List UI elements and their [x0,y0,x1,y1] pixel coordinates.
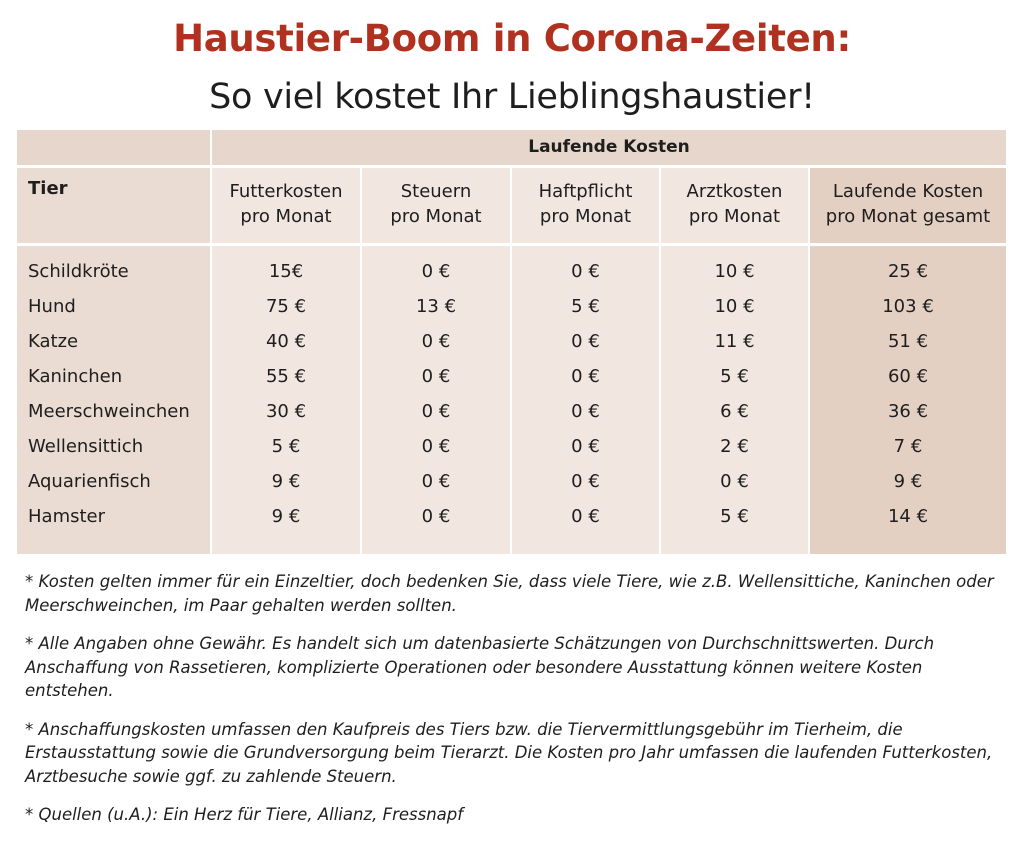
steuern-column [362,246,510,554]
table-cell: 51 € [887,331,929,352]
table-cell: 0 € [571,471,600,492]
column-header-tier: Tier [17,168,210,243]
table-cell: 9 € [271,506,301,527]
column-header-line: pro Monat [688,206,781,227]
footnote: * Anschaffungskosten umfassen den Kaufpreis des Tiers bzw. die Tiervermittlungsgebühr im Tierheim, die Erstausstattung sowie die Grundversorgung beim Tierarzt. Die Kosten pro Jahr umfassen die laufenden Futterkosten, Arztbesuche sowie ggf. zu zahlende Steuern. [25,719,993,786]
table-cell: 0 € [571,506,600,527]
footnotes [25,570,1000,842]
table-cell: 0 € [421,366,451,387]
column-header-line: pro Monat [539,206,632,227]
table-cell: 9 € [893,471,923,492]
table-cell: 5 € [271,436,301,457]
tier-name: Wellensittich [28,436,144,457]
table-cell: 10 € [714,261,755,282]
table-cell: 15€ [268,261,304,282]
tier-name: Schildkröte [28,261,129,282]
table-cell: 7 € [893,436,923,457]
page-title: Haustier-Boom in Corona-Zeiten: [173,17,851,60]
table-cell: 60 € [887,366,929,387]
table-cell: 0 € [571,261,600,282]
table-cell: 0 € [421,331,451,352]
table-cell: 2 € [720,436,749,457]
column-header-haftpflicht [512,168,659,243]
table-cell: 36 € [887,401,929,422]
column-header-line: Haftpflicht [538,181,633,202]
column-header-line: pro Monat [390,206,482,227]
table-cell: 5 € [720,506,749,527]
table-cell: 30 € [265,401,307,422]
table-cell: 40 € [265,331,307,352]
table-cell: 0 € [571,401,600,422]
table-cell: 13 € [415,296,457,317]
table-cell: 14 € [887,506,929,527]
footnote: * Kosten gelten immer für ein Einzeltier, doch bedenken Sie, dass viele Tiere, wie z.B. Wellensittiche, Kaninchen oder Meerschweinchen, im Paar gehalten werden sollten. [25,572,994,615]
table-cell: 0 € [421,401,451,422]
tier-name: Hamster [28,506,106,527]
table-cell: 0 € [571,331,600,352]
table-cell: 5 € [571,296,600,317]
column-header-line: pro Monat gesamt [825,206,991,227]
header-band-empty [17,130,210,165]
table-cell: 0 € [421,261,451,282]
table-cell: 75 € [265,296,307,317]
column-header-steuern [362,168,510,243]
tier-name: Kaninchen [28,366,123,387]
tier-column [17,246,210,554]
page-subtitle: So viel kostet Ihr Lieblingshaustier! [209,77,815,117]
table-cell: 0 € [421,436,451,457]
tier-name: Meerschweinchen [28,401,190,422]
column-header-line: Arztkosten [686,181,783,202]
table-cell: 6 € [720,401,749,422]
table-cell: 10 € [714,296,755,317]
column-header-line: Futterkosten [229,181,343,202]
table-cell: 25 € [887,261,929,282]
column-header-line: Steuern [400,181,472,202]
table-cell: 0 € [421,506,451,527]
footnote: * Quellen (u.A.): Ein Herz für Tiere, Allianz, Fressnapf [25,805,464,824]
column-header-gesamt [810,168,1006,243]
tier-name: Katze [28,331,79,352]
column-header-line: pro Monat [240,206,332,227]
table-cell: 0 € [720,471,749,492]
column-header-futterkosten [212,168,360,243]
table-cell: 0 € [571,436,600,457]
table-cell: 11 € [714,331,755,352]
table-cell: 9 € [271,471,301,492]
column-header-arztkosten [661,168,808,243]
table-cell: 55 € [265,366,307,387]
table-cell: 5 € [720,366,749,387]
group-header-laufende-kosten: Laufende Kosten [212,130,1006,165]
futterkosten-column [212,246,360,554]
table-cell: 0 € [571,366,600,387]
tier-name: Hund [28,296,76,317]
haftpflicht-column [512,246,659,554]
table-cell: 0 € [421,471,451,492]
arztkosten-column [661,246,808,554]
footnote: * Alle Angaben ohne Gewähr. Es handelt sich um datenbasierte Schätzungen von Durchschnittswerten. Durch Anschaffung von Rassetieren, komplizierte Operationen oder besondere Ausstattung können weitere Kosten entstehen. [25,634,935,700]
column-header-line: Laufende Kosten [832,181,984,202]
gesamt-column [810,246,1006,554]
table-cell: 103 € [882,296,934,317]
tier-name: Aquarienfisch [28,471,151,492]
